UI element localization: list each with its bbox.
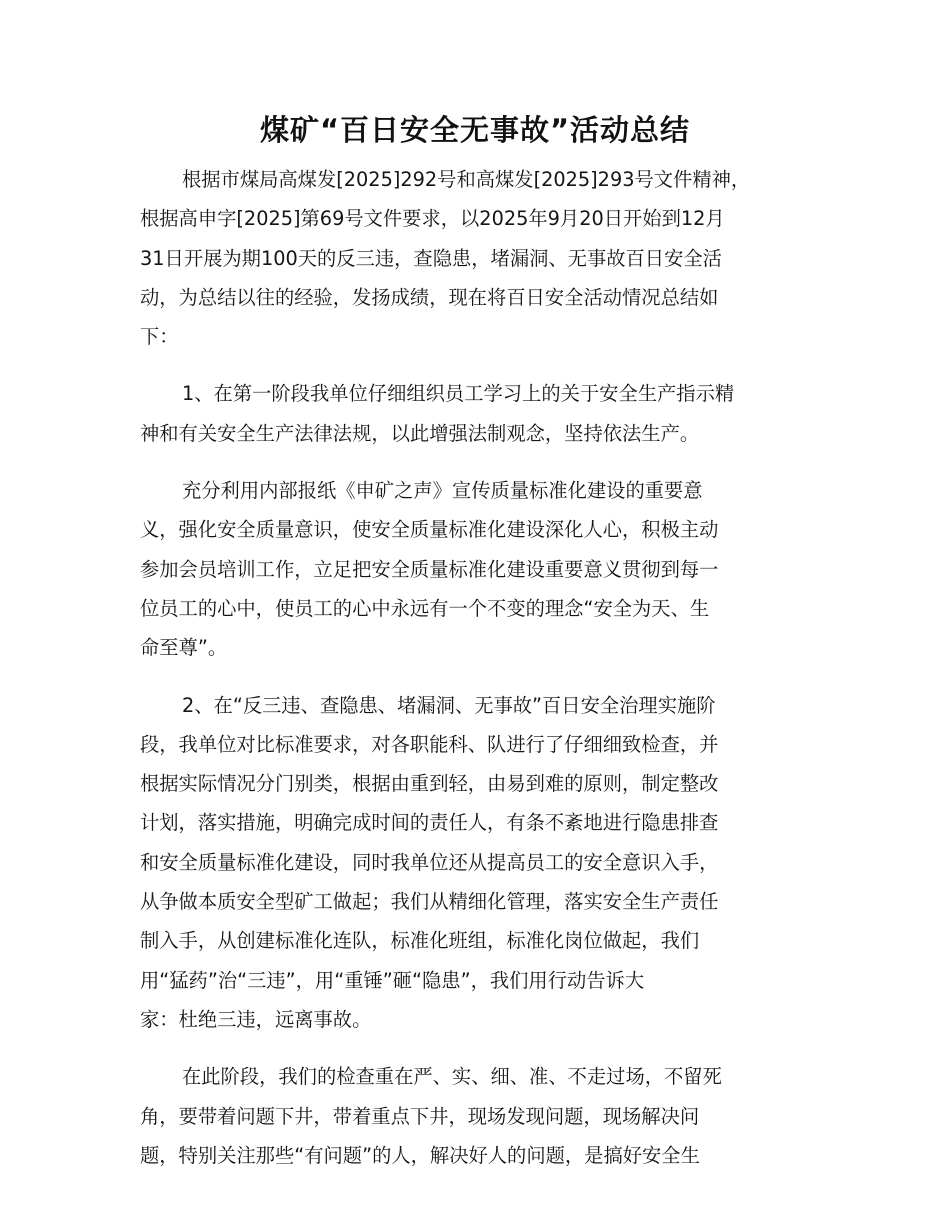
text-line: 用“猛药”治“三违”，用“重锤”砸“隐患”，我们用行动告诉大 <box>140 968 645 992</box>
text-line: 31日开展为期100天的反三违，查隐患，堵漏洞、无事故百日安全活 <box>140 246 722 270</box>
paragraph-intro <box>140 160 800 356</box>
text-line: 家：杜绝三违，远离事故。 <box>140 1007 372 1031</box>
text-line: 命至尊”。 <box>140 636 228 660</box>
text-line: 计划，落实措施，明确完成时间的责任人，有条不紊地进行隐患排查 <box>140 811 719 835</box>
paragraph-stage-two <box>140 686 800 1040</box>
text-line: 动，为总结以往的经验，发扬成绩，现在将百日安全活动情况总结如 <box>140 285 719 309</box>
text-line: 参加会员培训工作，立足把安全质量标准化建设重要意义贯彻到每一 <box>140 557 719 581</box>
paragraph-newspaper <box>140 471 800 667</box>
text-line: 充分利用内部报纸《申矿之声》宣传质量标准化建设的重要意 <box>182 479 703 503</box>
text-line: 角，要带着问题下井，带着重点下井，现场发现问题，现场解决问 <box>140 1104 700 1128</box>
text-line: 和安全质量标准化建设，同时我单位还从提高员工的安全意识入手， <box>140 850 719 874</box>
text-line: 从争做本质安全型矿工做起；我们从精细化管理，落实安全生产责任 <box>140 890 719 914</box>
document-title: 煤矿“百日安全无事故”活动总结 <box>259 113 691 147</box>
text-line: 段，我单位对比标准要求，对各职能科、队进行了仔细细致检查，并 <box>140 732 719 756</box>
text-line: 根据市煤局高煤发[2025]292号和高煤发[2025]293号文件精神， <box>182 168 751 191</box>
text-line: 下： <box>140 325 179 349</box>
paragraph-stage-one <box>140 374 800 453</box>
text-line: 2、在“反三违、查隐患、堵漏洞、无事故”百日安全治理实施阶 <box>182 693 716 717</box>
text-line: 义，强化安全质量意识，使安全质量标准化建设深化人心，积极主动 <box>140 518 719 542</box>
document-body <box>140 160 800 1193</box>
text-line: 位员工的心中，使员工的心中永远有一个不变的理念“安全为天、生 <box>140 596 710 620</box>
text-line: 题，特别关注那些“有问题”的人，解决好人的问题，是搞好安全生 <box>140 1143 700 1167</box>
text-line: 制入手，从创建标准化连队，标准化班组，标准化岗位做起，我们 <box>140 929 700 953</box>
text-line: 根据高申字[2025]第69号文件要求，以2025年9月20日开始到12月 <box>140 207 725 231</box>
text-line: 根据实际情况分门别类，根据由重到轻，由易到难的原则，制定整改 <box>140 772 719 796</box>
paragraph-inspection <box>140 1057 800 1175</box>
text-line: 神和有关安全生产法律法规，以此增强法制观念，坚持依法生产。 <box>140 421 700 445</box>
text-line: 1、在第一阶段我单位仔细组织员工学习上的关于安全生产指示精 <box>182 382 735 406</box>
text-line: 在此阶段，我们的检查重在严、实、细、准、不走过场，不留死 <box>182 1065 722 1089</box>
